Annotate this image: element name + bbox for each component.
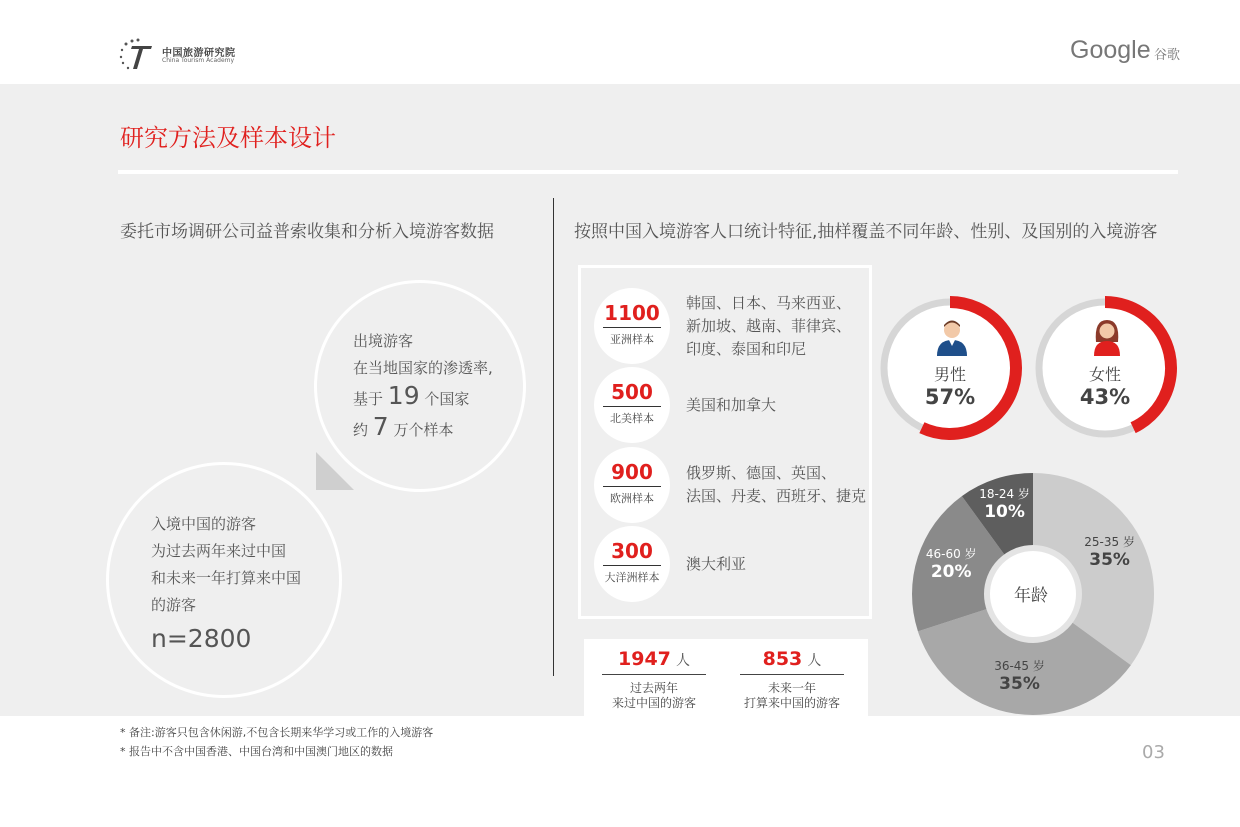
- region-countries: 俄罗斯、德国、英国、 法国、丹麦、西班牙、捷克: [686, 464, 867, 505]
- age-slice-label: 25-35 岁 35%: [1084, 534, 1135, 570]
- region-count: 900: [611, 460, 653, 484]
- sample-size: n=2800: [151, 624, 252, 653]
- page-title: 研究方法及样本设计: [120, 124, 336, 152]
- age-slice-label: 18-24 岁 10%: [979, 486, 1030, 522]
- region-countries: 韩国、日本、马来西亚、 新加坡、越南、菲律宾、 印度、泰国和印尼: [686, 293, 852, 358]
- cta-logo-icon: [118, 36, 156, 72]
- male-label-group: [900, 362, 1000, 409]
- female-label: 女性: [1088, 365, 1121, 384]
- region-label: 亚洲样本: [610, 333, 654, 346]
- age-slice-label: 46-60 岁 20%: [925, 547, 977, 583]
- region-count: 300: [611, 539, 653, 563]
- page-number: 03: [1142, 742, 1165, 763]
- region-label: 北美样本: [610, 412, 654, 425]
- male-value: 57%: [924, 385, 976, 409]
- region-circle: [594, 526, 670, 602]
- region-count: 500: [611, 380, 653, 404]
- female-label-group: [1055, 362, 1155, 409]
- title-rule: [118, 170, 1178, 174]
- female-icon: [1090, 318, 1124, 360]
- column-divider: [553, 198, 554, 676]
- footnote-2: * 报告中不含中国香港、中国台湾和中国澳门地区的数据: [120, 745, 393, 758]
- age-slice-label: 36-45 岁 35%: [994, 658, 1045, 694]
- google-logo: Google: [1070, 36, 1151, 64]
- left-heading: 委托市场调研公司益普索收集和分析入境游客数据: [120, 222, 494, 242]
- inbound-text: 入境中国的游客 为过去两年来过中国 和未来一年打算来中国 的游客 n=2800: [151, 511, 301, 659]
- region-label: 欧洲样本: [610, 492, 654, 505]
- region-countries: 美国和加拿大: [686, 395, 777, 414]
- region-circle: [594, 288, 670, 364]
- region-countries: 澳大利亚: [686, 554, 747, 573]
- page-header: [0, 0, 1240, 84]
- male-icon: [935, 318, 969, 360]
- region-circle: [594, 447, 670, 523]
- region-label: 大洋洲样本: [604, 571, 660, 584]
- outbound-text: 出境游客 在当地国家的渗透率, 基于 19 个国家 约 7 万个样本: [353, 332, 493, 441]
- logo-text: 中国旅游研究院: [162, 48, 236, 59]
- google-cn-text: 谷歌: [1154, 48, 1181, 63]
- male-label: 男性: [933, 365, 966, 384]
- visit-future: 853 人 未来一年 打算来中国的游客: [736, 648, 848, 711]
- age-center-label: 年龄: [1014, 586, 1048, 606]
- logo-subtext: China Tourism Academy: [162, 57, 235, 64]
- region-circle: [594, 367, 670, 443]
- female-value: 43%: [1079, 385, 1131, 409]
- right-heading: 按照中国入境游客人口统计特征,抽样覆盖不同年龄、性别、及国别的入境游客: [574, 222, 1158, 242]
- footnote-1: * 备注:游客只包含休闲游,不包含长期来华学习或工作的入境游客: [120, 726, 434, 739]
- visit-past: 1947 人 过去两年 来过中国的游客: [598, 648, 710, 711]
- region-count: 1100: [604, 301, 660, 325]
